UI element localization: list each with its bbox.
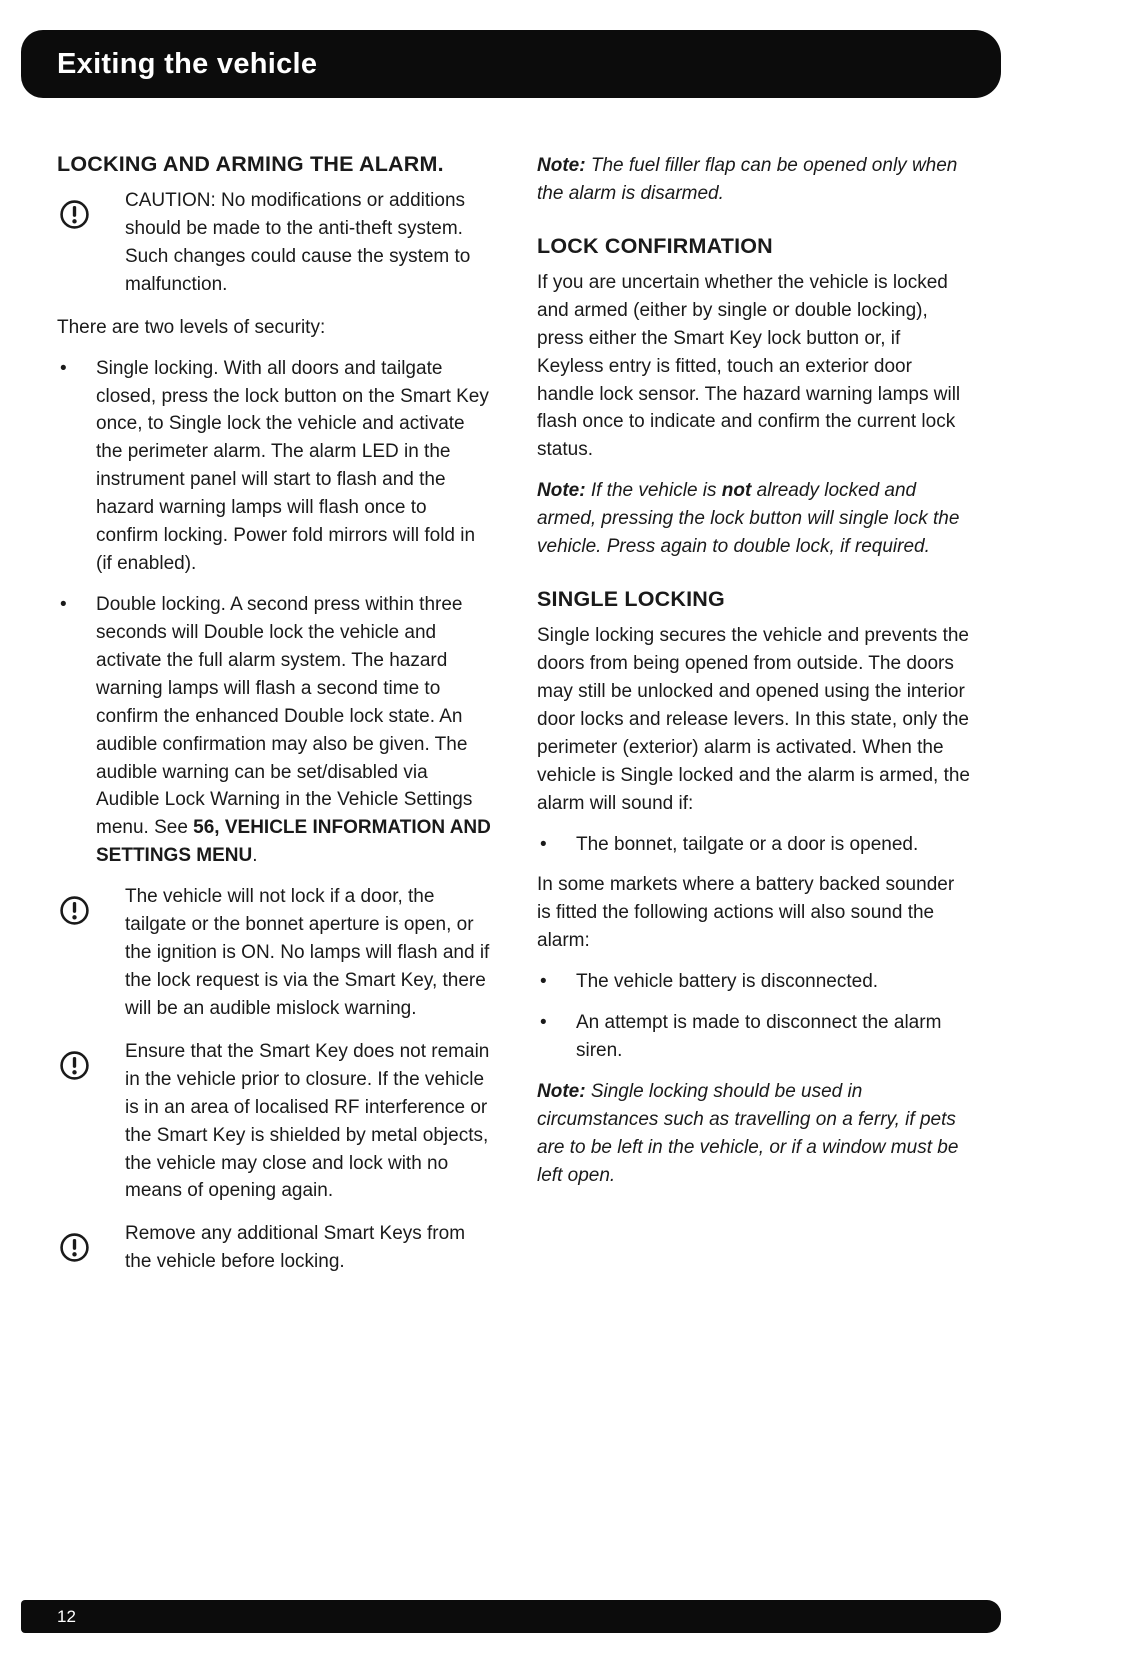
text-segment: .: [252, 845, 258, 867]
bullet-item: [57, 591, 491, 870]
page-title: Exiting the vehicle: [57, 47, 318, 80]
bullet-text: [576, 831, 971, 859]
bullet-marker: •: [60, 357, 67, 379]
caution-item: [57, 883, 491, 1023]
text-segment: The fuel filler flap can be opened only when the alarm is disarmed.: [537, 155, 958, 204]
caution-exclamation-icon: [57, 187, 125, 299]
text-segment: Note:: [537, 480, 586, 502]
text-segment: Remove any additional Smart Keys from the vehicle before locking.: [125, 1223, 466, 1273]
text-segment: The vehicle battery is disconnected.: [576, 971, 879, 993]
page-footer-banner: [21, 1600, 1001, 1633]
text-segment: Single locking. With all doors and tailgate closed, press the lock button on the Smart Key once, to Single lock the vehicle and activate the perimeter alarm. The alarm LED in the instrument panel will start to flash and the hazard warning lamps will flash once to confirm locking. Power fold mirrors will fold in (if enabled).: [96, 357, 489, 575]
note-paragraph: [537, 477, 971, 561]
text-segment: Ensure that the Smart Key does not remain in the vehicle prior to closure. If the vehicle is in an area of localised RF interference or the Smart Key is shielded by metal objects, the vehicle may close and lock with no means of opening again.: [125, 1040, 490, 1202]
text-segment: already locked and armed, pressing the lock button will single lock the vehicle. Press again to double lock, if required.: [537, 480, 960, 558]
text-segment: 56, VEHICLE INFORMATION AND SETTINGS MENU: [96, 817, 491, 867]
caution-item: [57, 187, 491, 299]
bullet-text: [576, 968, 971, 996]
text-segment: Single locking should be used in circumstances such as travelling on a ferry, if pets are to be left in the vehicle, or if a window must be left open.: [537, 1080, 959, 1186]
caution-text: [125, 1038, 491, 1206]
paragraph: [57, 314, 491, 342]
bullet-text: [96, 355, 491, 578]
page-header-banner: [21, 30, 1001, 98]
text-segment: Single locking secures the vehicle and prevents the doors from being opened from outside. The doors may still be unlocked and opened using the interior door locks and release levers. In this state, only the perimeter (exterior) alarm is activated. When the vehicle is Single locked and the alarm is armed, the alarm will sound if:: [537, 625, 971, 814]
bullet-item: [537, 968, 971, 996]
bullet-marker: •: [540, 971, 547, 993]
note-paragraph: [537, 1078, 971, 1190]
text-segment: Note:: [537, 155, 586, 176]
text-segment: If you are uncertain whether the vehicle is locked and armed (either by single or double locking), press either the Smart Key lock button or, if Keyless entry is fitted, touch an exterior door handle lock sensor. The hazard warning lamps will flash once to indicate and confirm the current lock status.: [537, 271, 961, 461]
caution-exclamation-icon: [57, 883, 125, 1023]
bullet-item: [57, 355, 491, 578]
caution-item: [57, 1038, 491, 1206]
bullet-text: [96, 591, 491, 870]
paragraph: [537, 871, 971, 955]
text-segment: If the vehicle is: [585, 480, 722, 502]
caution-text: [125, 1220, 491, 1276]
text-segment: The bonnet, tailgate or a door is opened.: [576, 833, 919, 855]
page-number: 12: [57, 1606, 76, 1626]
section-heading: LOCK CONFIRMATION: [537, 233, 773, 258]
right-column: [537, 152, 971, 1291]
text-segment: Double locking. A second press within three seconds will Double lock the vehicle and activate the full alarm system. The hazard warning lamps will flash a second time to confirm the enhanced Double lock state. An audible confirmation may also be given. The audible warning can be set/disabled via Audible Lock Warning in the Vehicle Settings menu. See: [96, 593, 473, 839]
caution-exclamation-icon: [57, 1220, 125, 1276]
page-content: [57, 152, 971, 1291]
text-segment: CAUTION: No modifications or additions should be made to the anti-theft system. Such changes could cause the system to malfunction.: [125, 190, 471, 295]
left-column: [57, 152, 491, 1291]
bullet-marker: •: [60, 593, 67, 615]
text-segment: not: [721, 480, 752, 502]
text-segment: The vehicle will not lock if a door, the tailgate or the bonnet aperture is open, or the ignition is ON. No lamps will flash and if the lock request is via the Smart Key, there will be an audible mislock warning.: [125, 886, 490, 1019]
section-heading: SINGLE LOCKING: [537, 587, 725, 612]
text-segment: Note:: [537, 1080, 586, 1102]
text-segment: In some markets where a battery backed sounder is fitted the following actions will also sound the alarm:: [537, 874, 955, 952]
paragraph: [537, 269, 971, 464]
caution-exclamation-icon: [57, 1038, 125, 1206]
text-segment: An attempt is made to disconnect the alarm siren.: [576, 1012, 942, 1062]
caution-text: [125, 883, 491, 1023]
caution-text: [125, 187, 491, 299]
text-segment: There are two levels of security:: [57, 316, 326, 338]
bullet-text: [576, 1009, 971, 1065]
paragraph: [537, 622, 971, 817]
caution-item: [57, 1220, 491, 1276]
bullet-item: [537, 831, 971, 859]
bullet-marker: •: [540, 833, 547, 855]
note-paragraph: [537, 152, 971, 208]
bullet-marker: •: [540, 1012, 547, 1034]
section-heading: LOCKING AND ARMING THE ALARM.: [57, 152, 444, 176]
bullet-item: [537, 1009, 971, 1065]
